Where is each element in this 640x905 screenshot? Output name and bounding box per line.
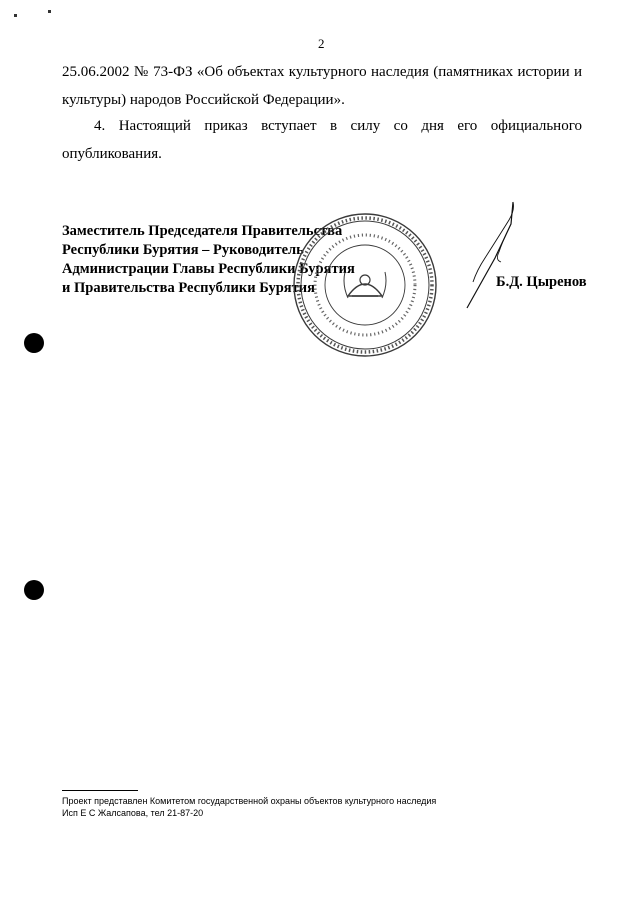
- footnote: [62, 795, 436, 819]
- paragraph-line: культуры) народов Российской Федерации».: [62, 92, 345, 108]
- scan-mark: [48, 10, 51, 13]
- handwritten-signature-icon: [455, 200, 535, 310]
- punch-hole: [24, 333, 44, 353]
- paragraph-line: 4. Настоящий приказ вступает в силу со дня его официального: [94, 118, 582, 134]
- page-number: 2: [318, 36, 325, 51]
- footnote-divider: [62, 790, 138, 791]
- signatory-title-line: Республики Бурятия – Руководитель: [62, 242, 304, 258]
- signatory-title-line: Администрации Главы Республики Бурятия: [62, 261, 355, 277]
- footnote-line: Проект представлен Комитетом государственной охраны объектов культурного наследия: [62, 796, 437, 806]
- punch-hole: [24, 580, 44, 600]
- paragraph-law-reference: [62, 58, 582, 114]
- signatory-title-line: Заместитель Председателя Правительства: [62, 223, 343, 239]
- scan-mark: [14, 14, 17, 17]
- paragraph-line: 25.06.2002 № 73-ФЗ «Об объектах культурного наследия (памятниках истории и: [62, 64, 582, 80]
- paragraph-effective-date: [62, 112, 582, 168]
- paragraph-line: опубликования.: [62, 146, 162, 162]
- signatory-title-line: и Правительства Республики Бурятия: [62, 280, 315, 296]
- footnote-line: Исп Е С Жалсапова, тел 21-87-20: [62, 808, 204, 818]
- official-seal-icon: [290, 210, 440, 360]
- signatory-name: Б.Д. Цыренов: [496, 274, 587, 290]
